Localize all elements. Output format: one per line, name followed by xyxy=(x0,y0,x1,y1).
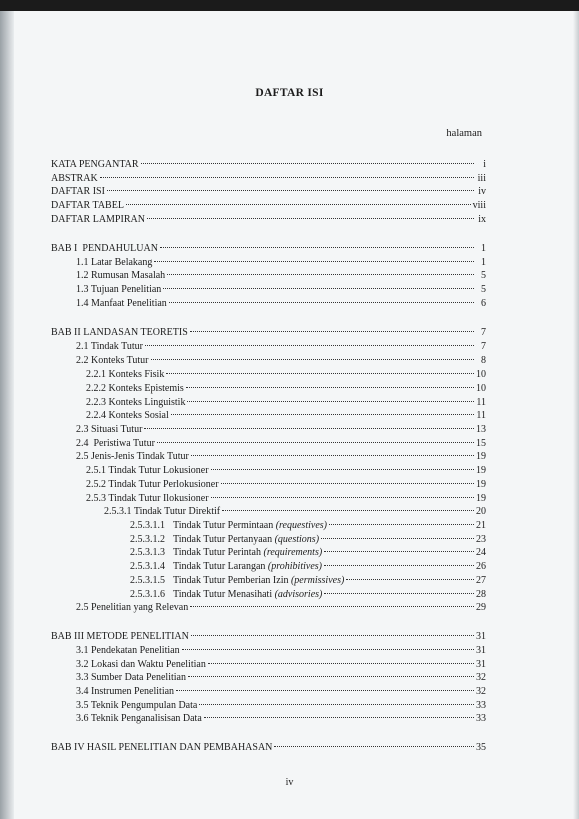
dot-leader xyxy=(321,538,474,539)
toc-entry xyxy=(76,269,486,282)
toc-entry xyxy=(51,158,486,171)
toc-entry xyxy=(86,464,486,477)
dot-leader xyxy=(171,414,474,415)
dot-leader xyxy=(147,218,474,219)
toc-entry xyxy=(76,297,486,310)
toc-entry xyxy=(76,601,486,614)
toc-entry-page: 28 xyxy=(476,589,486,600)
dot-leader xyxy=(199,704,474,705)
toc-entry-page: ix xyxy=(478,214,486,225)
toc-entry xyxy=(86,382,486,395)
toc-entry-term: (prohibitives) xyxy=(267,561,322,572)
dot-leader xyxy=(190,606,474,607)
toc-entry-label: BAB II LANDASAN TEORETIS xyxy=(51,327,188,338)
toc-entry-label: Tindak Tutur Perintah xyxy=(173,547,264,558)
dot-leader xyxy=(176,690,474,691)
toc-entry xyxy=(86,368,486,381)
dot-leader xyxy=(211,497,474,498)
toc-entry-page: 27 xyxy=(476,575,486,586)
toc-entry xyxy=(86,409,486,422)
toc-entry-page: 20 xyxy=(476,506,486,517)
toc-entry-page: 33 xyxy=(476,713,486,724)
dot-leader xyxy=(329,524,474,525)
toc-entry-label: 3.6 Teknik Penganalisisan Data xyxy=(76,713,202,724)
toc-entry xyxy=(76,685,486,698)
toc-entry-label: 2.5.3 Tindak Tutur Ilokusioner xyxy=(86,493,209,504)
dot-leader xyxy=(324,593,474,594)
toc-entry xyxy=(76,699,486,712)
toc-entry-term: (advisories) xyxy=(274,589,323,600)
toc-entry-label: BAB I PENDAHULUAN xyxy=(51,243,158,254)
toc-entry-label: 2.2 Konteks Tutur xyxy=(76,355,149,366)
dot-leader xyxy=(169,302,474,303)
dot-leader xyxy=(324,551,474,552)
dot-leader xyxy=(182,649,474,650)
toc-entry xyxy=(76,712,486,725)
toc-entry-label: 1.3 Tujuan Penelitian xyxy=(76,284,162,295)
dot-leader xyxy=(145,345,474,346)
toc-entry-page: 6 xyxy=(481,298,486,309)
toc-entry-label: DAFTAR TABEL xyxy=(51,200,124,211)
dot-leader xyxy=(188,676,474,677)
toc-entry-term: (permissives) xyxy=(290,575,345,586)
toc-entry-page: 23 xyxy=(476,534,486,545)
toc-entry-page: 29 xyxy=(476,602,486,613)
toc-entry-page: 10 xyxy=(476,369,486,380)
toc-entry xyxy=(130,574,486,587)
toc-entry-page: 5 xyxy=(481,284,486,295)
toc-entry xyxy=(51,630,486,643)
page-number: iv xyxy=(285,777,294,788)
toc-entry xyxy=(76,437,486,450)
toc-entry-label: 3.5 Teknik Pengumpulan Data xyxy=(76,700,198,711)
toc-entry-label: 2.2.3 Konteks Linguistik xyxy=(86,397,186,408)
toc-entry-term: (requestives) xyxy=(275,520,327,531)
toc-entry-page: 31 xyxy=(476,631,486,642)
toc-entry xyxy=(104,505,486,518)
toc-entry-label: DAFTAR ISI xyxy=(51,186,105,197)
toc-entry xyxy=(51,185,486,198)
toc-entry xyxy=(51,199,486,212)
scan-top-edge xyxy=(0,0,579,11)
dot-leader xyxy=(324,565,474,566)
toc-entry-number: 2.5.3.1.4 xyxy=(130,561,165,572)
toc-entry-label: 2.1 Tindak Tutur xyxy=(76,341,143,352)
dot-leader xyxy=(274,746,474,747)
halaman-header: halaman xyxy=(446,128,482,139)
toc-entry xyxy=(76,340,486,353)
dot-leader xyxy=(190,331,474,332)
dot-leader xyxy=(166,373,474,374)
scan-right-edge xyxy=(573,11,579,819)
toc-entry-page: 35 xyxy=(476,742,486,753)
toc-entry xyxy=(76,283,486,296)
toc-entry-label: BAB III METODE PENELITIAN xyxy=(51,631,189,642)
toc-entry-number: 2.5.3.1.3 xyxy=(130,547,165,558)
toc-entry-label: BAB IV HASIL PENELITIAN DAN PEMBAHASAN xyxy=(51,742,273,753)
dot-leader xyxy=(211,469,474,470)
toc-entry-page: 11 xyxy=(476,397,486,408)
dot-leader xyxy=(141,163,474,164)
toc-entry-page: 13 xyxy=(476,424,486,435)
toc-entry-page: 7 xyxy=(481,341,486,352)
toc-entry-label: Tindak Tutur Permintaan xyxy=(173,520,276,531)
toc-entry-label: 1.4 Manfaat Penelitian xyxy=(76,298,167,309)
toc-entry-page: 1 xyxy=(481,257,486,268)
toc-entry-label: 2.5 Jenis-Jenis Tindak Tutur xyxy=(76,451,189,462)
toc-entry xyxy=(130,588,486,601)
toc-entry-page: 26 xyxy=(476,561,486,572)
toc-entry-page: 8 xyxy=(481,355,486,366)
toc-entry-label: 3.4 Instrumen Penelitian xyxy=(76,686,175,697)
toc-entry-label: 2.5.2 Tindak Tutur Perlokusioner xyxy=(86,479,219,490)
toc-entry-label: ABSTRAK xyxy=(51,173,98,184)
toc-entry-label: 1.1 Latar Belakang xyxy=(76,257,153,268)
toc-entry-label: 2.5 Penelitian yang Relevan xyxy=(76,602,189,613)
toc-entry-label: DAFTAR LAMPIRAN xyxy=(51,214,145,225)
toc-entry-page: 31 xyxy=(476,659,486,670)
toc-entry xyxy=(130,519,486,532)
toc-entry xyxy=(51,213,486,226)
toc-entry-label: 2.3 Situasi Tutur xyxy=(76,424,143,435)
toc-entry-page: 11 xyxy=(476,410,486,421)
toc-entry-page: 19 xyxy=(476,493,486,504)
dot-leader xyxy=(191,455,474,456)
dot-leader xyxy=(208,663,474,664)
toc-entry-label: 2.5.3.1 Tindak Tutur Direktif xyxy=(104,506,221,517)
toc-entry-number: 2.5.3.1.2 xyxy=(130,534,165,545)
toc-entry xyxy=(76,423,486,436)
dot-leader xyxy=(186,387,474,388)
dot-leader xyxy=(157,442,474,443)
toc-entry-label: 1.2 Rumusan Masalah xyxy=(76,270,166,281)
toc-entry-page: 10 xyxy=(476,383,486,394)
toc-entry-label: 2.2.4 Konteks Sosial xyxy=(86,410,169,421)
toc-entry xyxy=(76,644,486,657)
toc-entry xyxy=(130,546,486,559)
toc-entry-label: 2.2.2 Konteks Epistemis xyxy=(86,383,184,394)
toc-entry-term: (questions) xyxy=(274,534,320,545)
scan-binding-shadow xyxy=(0,11,14,819)
toc-entry-page: 5 xyxy=(481,270,486,281)
toc-entry-page: 19 xyxy=(476,479,486,490)
toc-entry xyxy=(76,450,486,463)
dot-leader xyxy=(107,190,474,191)
dot-leader xyxy=(346,579,474,580)
dot-leader xyxy=(154,261,474,262)
toc-entry-page: 19 xyxy=(476,465,486,476)
toc-entry xyxy=(51,172,486,185)
toc-entry-label: Tindak Tutur Pemberian Izin xyxy=(173,575,291,586)
dot-leader xyxy=(163,288,474,289)
dot-leader xyxy=(222,510,474,511)
toc-entry-label: 2.4 Peristiwa Tutur xyxy=(76,438,155,449)
dot-leader xyxy=(187,401,474,402)
toc-entry-label: 3.1 Pendekatan Penelitian xyxy=(76,645,180,656)
toc-entry xyxy=(130,533,486,546)
toc-entry-label: 2.2.1 Konteks Fisik xyxy=(86,369,165,380)
toc-entry xyxy=(51,242,486,255)
toc-entry-term: (requirements) xyxy=(263,547,323,558)
toc-entry-label: 2.5.1 Tindak Tutur Lokusioner xyxy=(86,465,209,476)
toc-entry-number: 2.5.3.1.5 xyxy=(130,575,165,586)
toc-entry-label: 3.3 Sumber Data Penelitian xyxy=(76,672,186,683)
dot-leader xyxy=(204,717,474,718)
toc-entry xyxy=(86,396,486,409)
toc-entry xyxy=(76,658,486,671)
toc-entry-page: 15 xyxy=(476,438,486,449)
toc-entry-label: 3.2 Lokasi dan Waktu Penelitian xyxy=(76,659,206,670)
toc-entry xyxy=(51,741,486,754)
toc-entry xyxy=(76,256,486,269)
toc-entry-number: 2.5.3.1.1 xyxy=(130,520,165,531)
toc-entry xyxy=(51,326,486,339)
toc-entry-page: 24 xyxy=(476,547,486,558)
toc-entry-number: 2.5.3.1.6 xyxy=(130,589,165,600)
toc-entry-page: 21 xyxy=(476,520,486,531)
dot-leader xyxy=(167,274,474,275)
toc-entry-label: Tindak Tutur Larangan xyxy=(173,561,268,572)
dot-leader xyxy=(144,428,474,429)
toc-entry xyxy=(86,478,486,491)
dot-leader xyxy=(160,247,474,248)
toc-entry xyxy=(76,671,486,684)
dot-leader xyxy=(151,359,474,360)
toc-entry-label: Tindak Tutur Pertanyaan xyxy=(173,534,275,545)
toc-entry xyxy=(130,560,486,573)
dot-leader xyxy=(191,635,474,636)
toc-entry-page: 19 xyxy=(476,451,486,462)
toc-entry-page: 1 xyxy=(481,243,486,254)
toc-entry-label: KATA PENGANTAR xyxy=(51,159,139,170)
dot-leader xyxy=(100,177,474,178)
dot-leader xyxy=(126,204,471,205)
toc-entry-page: i xyxy=(483,159,486,170)
toc-entry xyxy=(86,492,486,505)
toc-entry xyxy=(76,354,486,367)
dot-leader xyxy=(221,483,474,484)
toc-entry-page: viii xyxy=(472,200,486,211)
toc-entry-page: 33 xyxy=(476,700,486,711)
toc-entry-page: 7 xyxy=(481,327,486,338)
toc-entry-page: 32 xyxy=(476,686,486,697)
toc-entry-page: iii xyxy=(477,173,486,184)
toc-entry-page: 31 xyxy=(476,645,486,656)
toc-entry-page: iv xyxy=(478,186,486,197)
toc-entry-page: 32 xyxy=(476,672,486,683)
page-title: DAFTAR ISI xyxy=(255,87,324,99)
toc-entry-label: Tindak Tutur Menasihati xyxy=(173,589,275,600)
